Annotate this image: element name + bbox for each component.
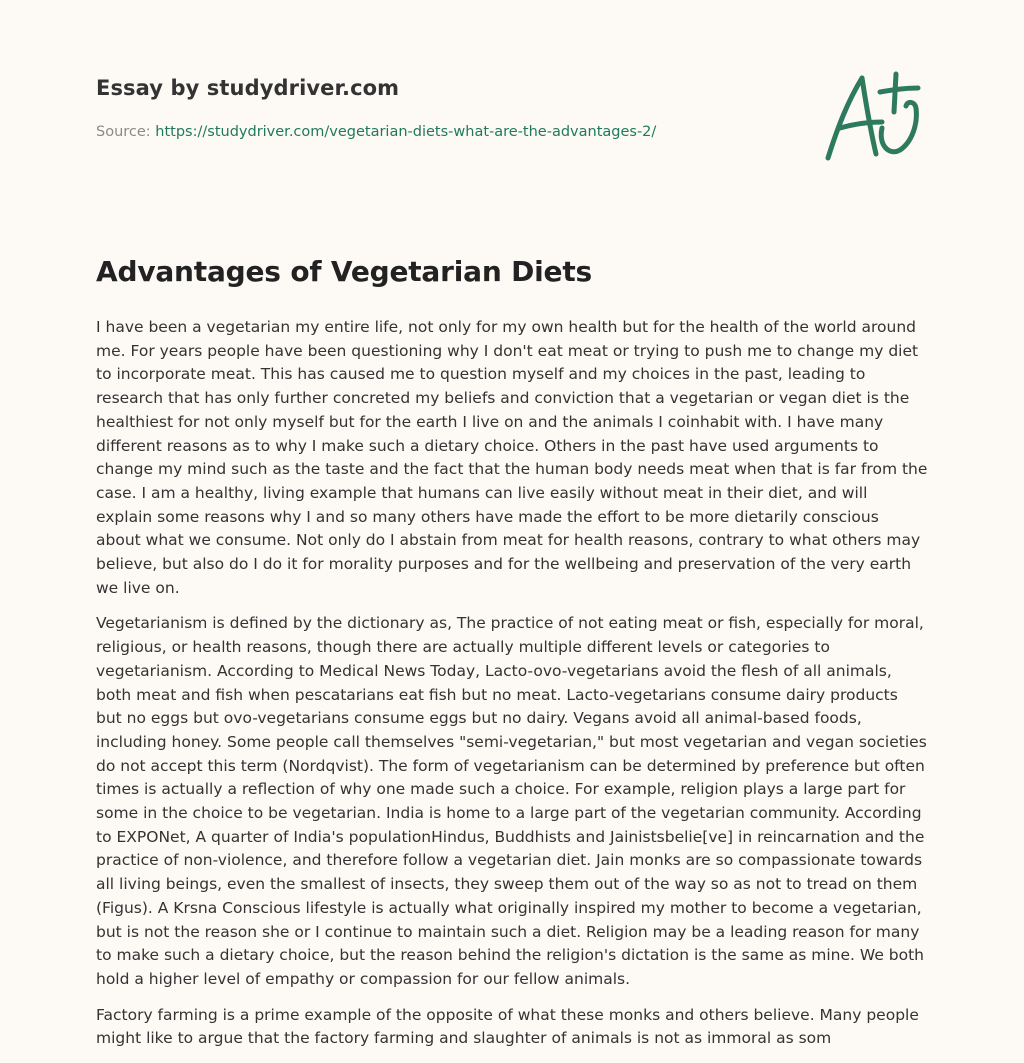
source-link[interactable]: https://studydriver.com/vegetarian-diets-what-are-the-advantages-2/ [155,124,657,140]
essay-body [96,316,928,1063]
essay-paragraph: I have been a vegetarian my entire life, not only for my own health but for the health of the world around me. For years people have been questioning why I don't eat meat or trying to push me to change my diet to incorporate meat. This has caused me to question myself and my choices in the past, leading to research that has only further concreted my beliefs and conviction that a vegetarian or vegan diet is the healthiest for not only myself but for the earth I live on and the animals I coinhabit with. I have many different reasons as to why I make such a dietary choice. Others in the past have used arguments to change my mind such as the taste and the fact that the human body needs meat when that is far from the case. I am a healthy, living example that humans can live easily without meat in their diet, and will explain some reasons why I and so many others have made the effort to be more dietarily conscious about what we consume. Not only do I abstain from meat for health reasons, contrary to what others may believe, but also do I do it for morality purposes and for the wellbeing and preservation of the very earth we live on. [96,318,928,597]
a-plus-logo-icon [818,66,930,166]
document-title: Advantages of Vegetarian Diets [96,255,592,288]
source-line [96,124,656,140]
source-label: Source: [96,124,156,140]
site-title: Essay by studydriver.com [96,76,400,100]
essay-paragraph: Factory farming is a prime example of the opposite of what these monks and others believe. Many people might like to argue that the factory farming and slaughter of animals is not as immoral as som [96,1005,919,1048]
essay-paragraph: Vegetarianism is defined by the dictionary as, The practice of not eating meat or fish, especially for moral, religious, or health reasons, though there are actually multiple different levels or categories to vegetarianism. According to Medical News Today, Lacto-ovo-vegetarians avoid the flesh of all animals, both meat and fish when pescatarians eat fish but no meat. Lacto-vegetarians consume dairy products but no eggs but ovo-vegetarians consume eggs but no dairy. Vegans avoid all animal-based foods, including honey. Some people call themselves "semi-vegetarian," but most vegetarian and vegan societies do not accept this term (Nordqvist). The form of vegetarianism can be determined by preference but often times is actually a reflection of why one made such a choice. For example, religion plays a large part for some in the choice to be vegetarian. India is home to a large part of the vegetarian community. According to EXPONet, A quarter of India's populationHindus, Buddhists and Jainistsbelie[ve] in reincarnation and the practice of non-violence, and therefore follow a vegetarian diet. Jain monks are so compassionate towards all living beings, even the smallest of insects, they sweep them out of the way so as not to tread on them (Figus). A Krsna Conscious lifestyle is actually what originally inspired my mother to become a vegetarian, but is not the reason she or I continue to maintain such a diet. Religion may be a leading reason for many to make such a dietary choice, but the reason behind the religion's dictation is the same as mine. We both hold a higher level of empathy or compassion for our fellow animals. [96,614,927,988]
